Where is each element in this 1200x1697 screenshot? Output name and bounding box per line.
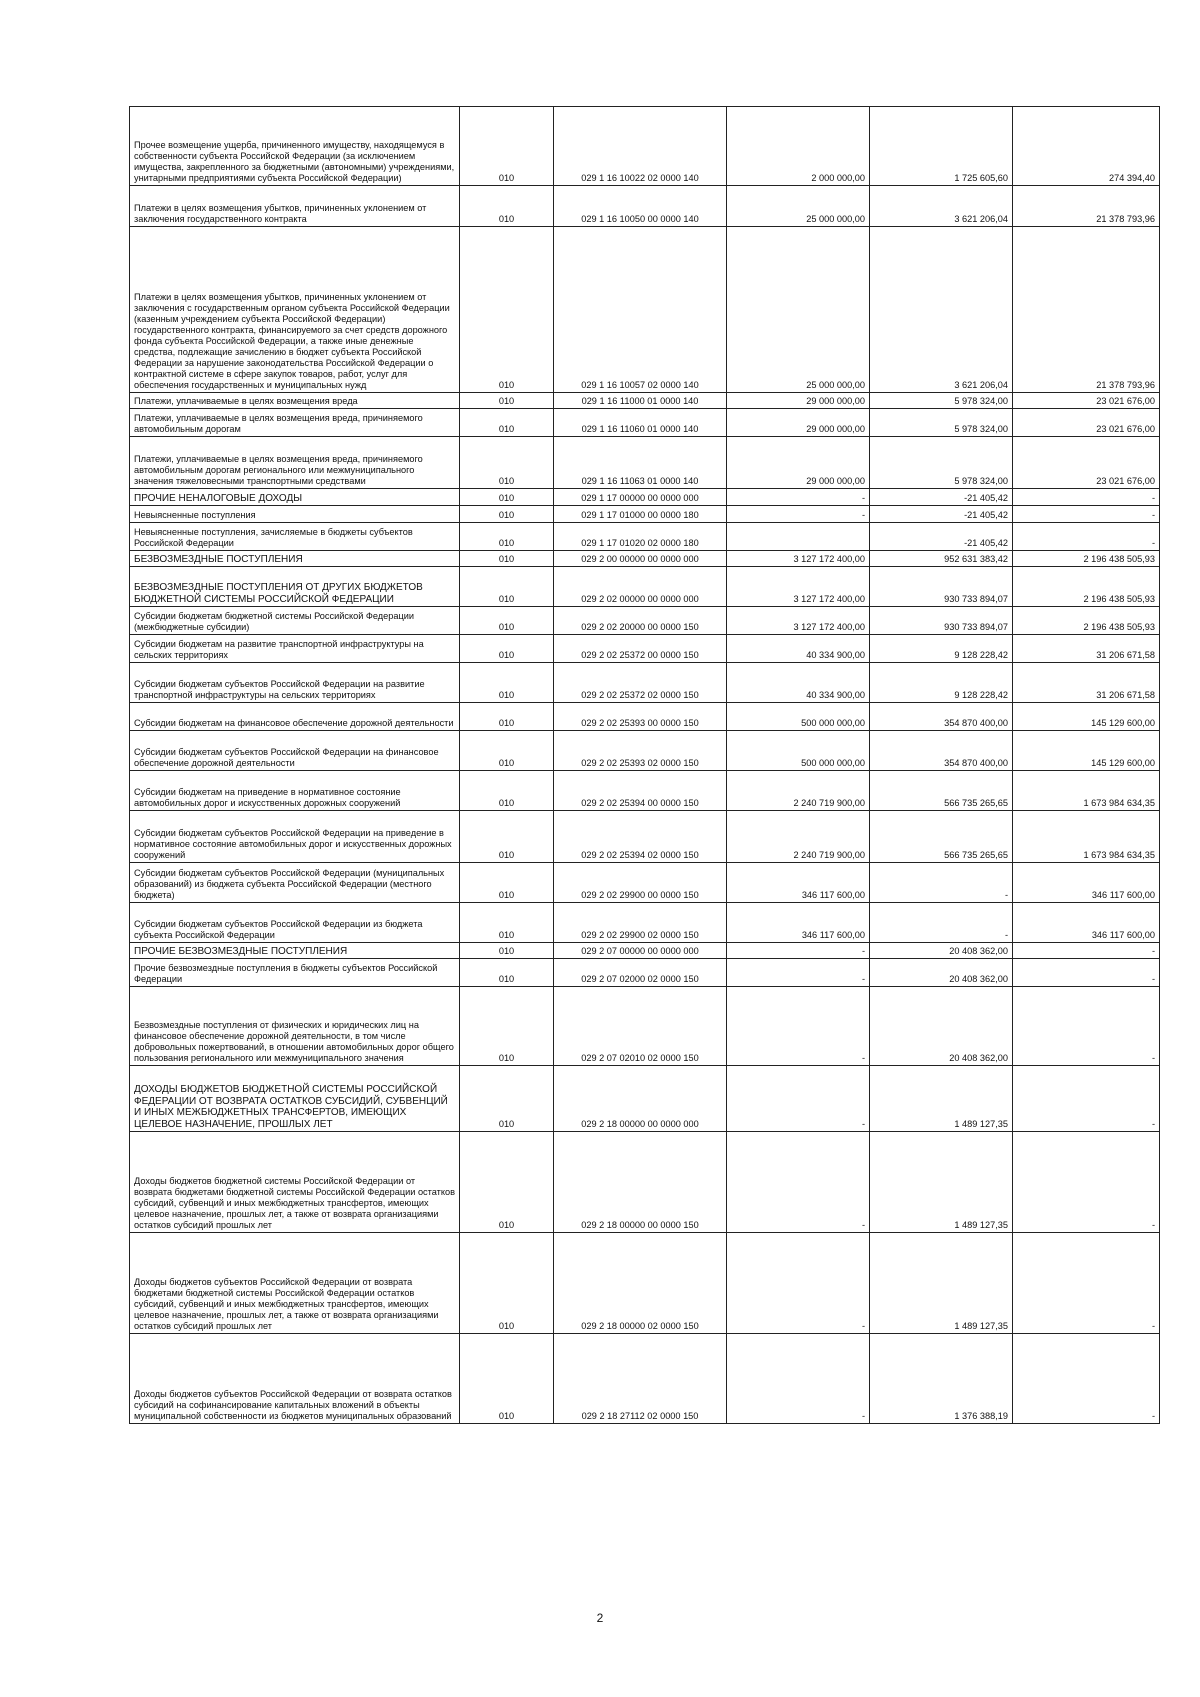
row-budget-code: 029 1 17 01020 02 0000 180 (554, 523, 727, 551)
row-budget-code: 029 1 17 00000 00 0000 000 (554, 489, 727, 506)
row-unexecuted-amount: - (1013, 489, 1160, 506)
table-row (130, 186, 1160, 227)
row-unexecuted-amount: 346 117 600,00 (1013, 903, 1160, 943)
row-name: Субсидии бюджетам субъектов Российской Федерации из бюджета субъекта Российской Федерации (130, 903, 460, 943)
row-unexecuted-amount: - (1013, 523, 1160, 551)
row-line-code: 010 (460, 863, 554, 903)
row-unexecuted-amount: 1 673 984 634,35 (1013, 771, 1160, 811)
row-budget-code: 029 2 02 29900 00 0000 150 (554, 863, 727, 903)
row-executed-amount: 3 621 206,04 (870, 186, 1013, 227)
row-line-code: 010 (460, 227, 554, 393)
row-name: Субсидии бюджетам субъектов Российской Федерации на финансовое обеспечение дорожной деятельности (130, 731, 460, 771)
row-budget-code: 029 2 02 25372 02 0000 150 (554, 663, 727, 703)
row-executed-amount: 1 376 388,19 (870, 1334, 1013, 1424)
row-approved-amount: - (727, 1132, 870, 1233)
row-unexecuted-amount: 23 021 676,00 (1013, 409, 1160, 437)
row-name: Субсидии бюджетам субъектов Российской Федерации на развитие транспортной инфраструктуры на сельских территориях (130, 663, 460, 703)
row-approved-amount: 25 000 000,00 (727, 227, 870, 393)
row-approved-amount: 2 240 719 900,00 (727, 771, 870, 811)
row-budget-code: 029 1 16 11000 01 0000 140 (554, 393, 727, 409)
row-unexecuted-amount: - (1013, 959, 1160, 987)
row-executed-amount: -21 405,42 (870, 523, 1013, 551)
row-name: Прочие безвозмездные поступления в бюджеты субъектов Российской Федерации (130, 959, 460, 987)
row-name: Субсидии бюджетам субъектов Российской Федерации (муниципальных образований) из бюджета субъекта Российской Федерации (местного бюджета) (130, 863, 460, 903)
row-approved-amount: 3 127 172 400,00 (727, 607, 870, 635)
row-executed-amount: - (870, 903, 1013, 943)
row-line-code: 010 (460, 551, 554, 567)
row-executed-amount: 3 621 206,04 (870, 227, 1013, 393)
row-line-code: 010 (460, 771, 554, 811)
row-unexecuted-amount: 346 117 600,00 (1013, 863, 1160, 903)
row-name: ДОХОДЫ БЮДЖЕТОВ БЮДЖЕТНОЙ СИСТЕМЫ РОССИЙСКОЙ ФЕДЕРАЦИИ ОТ ВОЗВРАТА ОСТАТКОВ СУБСИДИЙ, СУБВЕНЦИЙ И ИНЫХ МЕЖБЮДЖЕТНЫХ ТРАНСФЕРТОВ, ИМЕЮЩИХ ЦЕЛЕВОЕ НАЗНАЧЕНИЕ, ПРОШЛЫХ ЛЕТ (130, 1066, 460, 1132)
row-unexecuted-amount: 31 206 671,58 (1013, 635, 1160, 663)
row-line-code: 010 (460, 959, 554, 987)
row-line-code: 010 (460, 437, 554, 489)
row-budget-code: 029 2 02 25394 00 0000 150 (554, 771, 727, 811)
row-line-code: 010 (460, 523, 554, 551)
row-budget-code: 029 1 17 01000 00 0000 180 (554, 506, 727, 523)
row-name: Прочее возмещение ущерба, причиненного имуществу, находящемуся в собственности субъекта Российской Федерации (за исключением имущества, закрепленного за бюджетными (автономными) учреждениями, унитарными предприятиями субъекта Российской Федерации) (130, 107, 460, 186)
row-line-code: 010 (460, 607, 554, 635)
row-approved-amount: - (727, 959, 870, 987)
row-name: Невыясненные поступления, зачисляемые в бюджеты субъектов Российской Федерации (130, 523, 460, 551)
row-executed-amount: 952 631 383,42 (870, 551, 1013, 567)
row-line-code: 010 (460, 943, 554, 959)
row-name: Субсидии бюджетам бюджетной системы Российской Федерации (межбюджетные субсидии) (130, 607, 460, 635)
row-line-code: 010 (460, 409, 554, 437)
row-executed-amount: 5 978 324,00 (870, 437, 1013, 489)
row-line-code: 010 (460, 393, 554, 409)
table-row (130, 987, 1160, 1066)
row-approved-amount: - (727, 943, 870, 959)
row-name: Безвозмездные поступления от физических и юридических лиц на финансовое обеспечение дорожной деятельности, в том числе добровольных пожертвований, в отношении автомобильных дорог общего пользования регионального или межмуниципального значения (130, 987, 460, 1066)
row-approved-amount (727, 523, 870, 551)
row-approved-amount: 40 334 900,00 (727, 663, 870, 703)
row-unexecuted-amount: - (1013, 1233, 1160, 1334)
row-budget-code: 029 2 18 00000 00 0000 150 (554, 1132, 727, 1233)
row-budget-code: 029 2 00 00000 00 0000 000 (554, 551, 727, 567)
row-budget-code: 029 2 18 27112 02 0000 150 (554, 1334, 727, 1424)
row-unexecuted-amount: - (1013, 506, 1160, 523)
row-unexecuted-amount: 21 378 793,96 (1013, 227, 1160, 393)
table-row (130, 903, 1160, 943)
row-approved-amount: - (727, 1334, 870, 1424)
row-name: Субсидии бюджетам на развитие транспортной инфраструктуры на сельских территориях (130, 635, 460, 663)
row-name: Платежи, уплачиваемые в целях возмещения вреда, причиняемого автомобильным дорогам (130, 409, 460, 437)
row-line-code: 010 (460, 635, 554, 663)
row-budget-code: 029 2 07 02010 02 0000 150 (554, 987, 727, 1066)
row-approved-amount: 3 127 172 400,00 (727, 567, 870, 607)
row-executed-amount: 1 489 127,35 (870, 1233, 1013, 1334)
row-line-code: 010 (460, 663, 554, 703)
row-approved-amount: 29 000 000,00 (727, 437, 870, 489)
table-row (130, 1334, 1160, 1424)
row-unexecuted-amount: 145 129 600,00 (1013, 731, 1160, 771)
row-approved-amount: - (727, 489, 870, 506)
row-budget-code: 029 2 07 02000 02 0000 150 (554, 959, 727, 987)
table-row (130, 943, 1160, 959)
row-executed-amount: -21 405,42 (870, 506, 1013, 523)
table-row (130, 567, 1160, 607)
row-executed-amount: 930 733 894,07 (870, 607, 1013, 635)
row-line-code: 010 (460, 506, 554, 523)
row-executed-amount: 9 128 228,42 (870, 635, 1013, 663)
row-unexecuted-amount: 31 206 671,58 (1013, 663, 1160, 703)
row-name: БЕЗВОЗМЕЗДНЫЕ ПОСТУПЛЕНИЯ ОТ ДРУГИХ БЮДЖЕТОВ БЮДЖЕТНОЙ СИСТЕМЫ РОССИЙСКОЙ ФЕДЕРАЦИИ (130, 567, 460, 607)
row-budget-code: 029 1 16 10050 00 0000 140 (554, 186, 727, 227)
table-row (130, 731, 1160, 771)
row-unexecuted-amount: 2 196 438 505,93 (1013, 567, 1160, 607)
row-budget-code: 029 2 02 20000 00 0000 150 (554, 607, 727, 635)
row-unexecuted-amount: 2 196 438 505,93 (1013, 551, 1160, 567)
row-executed-amount: 354 870 400,00 (870, 731, 1013, 771)
row-name: Субсидии бюджетам субъектов Российской Федерации на приведение в нормативное состояние автомобильных дорог и искусственных дорожных сооружений (130, 811, 460, 863)
table-row (130, 409, 1160, 437)
row-executed-amount: 566 735 265,65 (870, 811, 1013, 863)
row-approved-amount: 25 000 000,00 (727, 186, 870, 227)
row-unexecuted-amount: - (1013, 943, 1160, 959)
table-row (130, 523, 1160, 551)
row-approved-amount: 500 000 000,00 (727, 703, 870, 731)
row-name: Доходы бюджетов бюджетной системы Российской Федерации от возврата бюджетами бюджетной системы Российской Федерации остатков субсидий, субвенций и иных межбюджетных трансфертов, имеющих целевое назначение, прошлых лет, а также от возврата организациями остатков субсидий прошлых лет (130, 1132, 460, 1233)
row-line-code: 010 (460, 811, 554, 863)
row-name: Субсидии бюджетам на финансовое обеспечение дорожной деятельности (130, 703, 460, 731)
row-name: Невыясненные поступления (130, 506, 460, 523)
row-line-code: 010 (460, 703, 554, 731)
row-unexecuted-amount: - (1013, 1334, 1160, 1424)
row-line-code: 010 (460, 731, 554, 771)
row-name: Платежи, уплачиваемые в целях возмещения вреда (130, 393, 460, 409)
row-approved-amount: 500 000 000,00 (727, 731, 870, 771)
row-executed-amount: 5 978 324,00 (870, 409, 1013, 437)
row-name: Доходы бюджетов субъектов Российской Федерации от возврата бюджетами бюджетной системы Российской Федерации остатков субсидий, субвенций и иных межбюджетных трансфертов, имеющих целевое назначение, прошлых лет, а также от возврата организациями остатков субсидий прошлых лет (130, 1233, 460, 1334)
row-budget-code: 029 1 16 10057 02 0000 140 (554, 227, 727, 393)
row-approved-amount: - (727, 1066, 870, 1132)
table-row (130, 437, 1160, 489)
row-approved-amount: 3 127 172 400,00 (727, 551, 870, 567)
table-row (130, 506, 1160, 523)
page-number: 2 (596, 1611, 604, 1625)
row-budget-code: 029 2 02 25393 00 0000 150 (554, 703, 727, 731)
row-approved-amount: 2 000 000,00 (727, 107, 870, 186)
row-unexecuted-amount: 274 394,40 (1013, 107, 1160, 186)
row-executed-amount: 1 489 127,35 (870, 1066, 1013, 1132)
row-executed-amount: 1 725 605,60 (870, 107, 1013, 186)
row-budget-code: 029 2 02 25393 02 0000 150 (554, 731, 727, 771)
row-line-code: 010 (460, 1132, 554, 1233)
row-executed-amount: - (870, 863, 1013, 903)
row-unexecuted-amount: 23 021 676,00 (1013, 437, 1160, 489)
row-line-code: 010 (460, 1066, 554, 1132)
row-approved-amount: 2 240 719 900,00 (727, 811, 870, 863)
row-line-code: 010 (460, 1334, 554, 1424)
row-executed-amount: 20 408 362,00 (870, 943, 1013, 959)
row-approved-amount: - (727, 987, 870, 1066)
row-executed-amount: -21 405,42 (870, 489, 1013, 506)
table-row (130, 227, 1160, 393)
row-unexecuted-amount: 145 129 600,00 (1013, 703, 1160, 731)
table-row (130, 393, 1160, 409)
row-budget-code: 029 1 16 10022 02 0000 140 (554, 107, 727, 186)
row-name: ПРОЧИЕ НЕНАЛОГОВЫЕ ДОХОДЫ (130, 489, 460, 506)
row-unexecuted-amount: - (1013, 1066, 1160, 1132)
table-row (130, 663, 1160, 703)
row-approved-amount: 29 000 000,00 (727, 409, 870, 437)
row-line-code: 010 (460, 903, 554, 943)
row-budget-code: 029 1 16 11063 01 0000 140 (554, 437, 727, 489)
row-unexecuted-amount: 1 673 984 634,35 (1013, 811, 1160, 863)
table-row (130, 1132, 1160, 1233)
row-executed-amount: 1 489 127,35 (870, 1132, 1013, 1233)
row-line-code: 010 (460, 1233, 554, 1334)
row-budget-code: 029 2 07 00000 00 0000 000 (554, 943, 727, 959)
table-row (130, 771, 1160, 811)
budget-income-table (129, 106, 1160, 1424)
row-budget-code: 029 2 02 25372 00 0000 150 (554, 635, 727, 663)
row-budget-code: 029 1 16 11060 01 0000 140 (554, 409, 727, 437)
table-row (130, 107, 1160, 186)
row-line-code: 010 (460, 987, 554, 1066)
row-budget-code: 029 2 02 00000 00 0000 000 (554, 567, 727, 607)
row-executed-amount: 20 408 362,00 (870, 959, 1013, 987)
row-unexecuted-amount: 23 021 676,00 (1013, 393, 1160, 409)
row-executed-amount: 566 735 265,65 (870, 771, 1013, 811)
row-name: Платежи, уплачиваемые в целях возмещения вреда, причиняемого автомобильным дорогам регионального или межмуниципального значения тяжеловесными транспортными средствами (130, 437, 460, 489)
row-name: БЕЗВОЗМЕЗДНЫЕ ПОСТУПЛЕНИЯ (130, 551, 460, 567)
row-approved-amount: - (727, 1233, 870, 1334)
table-row (130, 1233, 1160, 1334)
row-line-code: 010 (460, 489, 554, 506)
row-executed-amount: 20 408 362,00 (870, 987, 1013, 1066)
row-unexecuted-amount: - (1013, 1132, 1160, 1233)
row-approved-amount: 29 000 000,00 (727, 393, 870, 409)
table-row (130, 959, 1160, 987)
row-name: Субсидии бюджетам на приведение в нормативное состояние автомобильных дорог и искусственных дорожных сооружений (130, 771, 460, 811)
row-executed-amount: 9 128 228,42 (870, 663, 1013, 703)
table-row (130, 703, 1160, 731)
row-name: Платежи в целях возмещения убытков, причиненных уклонением от заключения государственного контракта (130, 186, 460, 227)
row-budget-code: 029 2 02 29900 02 0000 150 (554, 903, 727, 943)
table-row (130, 551, 1160, 567)
row-unexecuted-amount: 2 196 438 505,93 (1013, 607, 1160, 635)
table-row (130, 635, 1160, 663)
row-unexecuted-amount: - (1013, 987, 1160, 1066)
table-row (130, 863, 1160, 903)
table-row (130, 811, 1160, 863)
row-executed-amount: 354 870 400,00 (870, 703, 1013, 731)
row-approved-amount: 346 117 600,00 (727, 863, 870, 903)
row-line-code: 010 (460, 107, 554, 186)
table-body (130, 107, 1160, 1424)
table-row (130, 607, 1160, 635)
row-executed-amount: 5 978 324,00 (870, 393, 1013, 409)
row-budget-code: 029 2 18 00000 00 0000 000 (554, 1066, 727, 1132)
table-row (130, 489, 1160, 506)
row-line-code: 010 (460, 567, 554, 607)
row-name: Платежи в целях возмещения убытков, причиненных уклонением от заключения с государственным органом субъекта Российской Федерации (казенным учреждением субъекта Российской Федерации) государственного контракта, финансируемого за счет средств дорожного фонда субъекта Российской Федерации, а также иные денежные средства, подлежащие зачислению в бюджет субъекта Российской Федерации за нарушение законодательства Российской Федерации о контрактной системе в сфере закупок товаров, работ, услуг для обеспечения государственных и муниципальных нужд (130, 227, 460, 393)
row-unexecuted-amount: 21 378 793,96 (1013, 186, 1160, 227)
row-executed-amount: 930 733 894,07 (870, 567, 1013, 607)
table-row (130, 1066, 1160, 1132)
row-budget-code: 029 2 02 25394 02 0000 150 (554, 811, 727, 863)
row-approved-amount: 40 334 900,00 (727, 635, 870, 663)
row-approved-amount: - (727, 506, 870, 523)
row-name: ПРОЧИЕ БЕЗВОЗМЕЗДНЫЕ ПОСТУПЛЕНИЯ (130, 943, 460, 959)
row-line-code: 010 (460, 186, 554, 227)
row-name: Доходы бюджетов субъектов Российской Федерации от возврата остатков субсидий на софинансирование капитальных вложений в объекты муниципальной собственности из бюджетов муниципальных образований (130, 1334, 460, 1424)
row-approved-amount: 346 117 600,00 (727, 903, 870, 943)
row-budget-code: 029 2 18 00000 02 0000 150 (554, 1233, 727, 1334)
